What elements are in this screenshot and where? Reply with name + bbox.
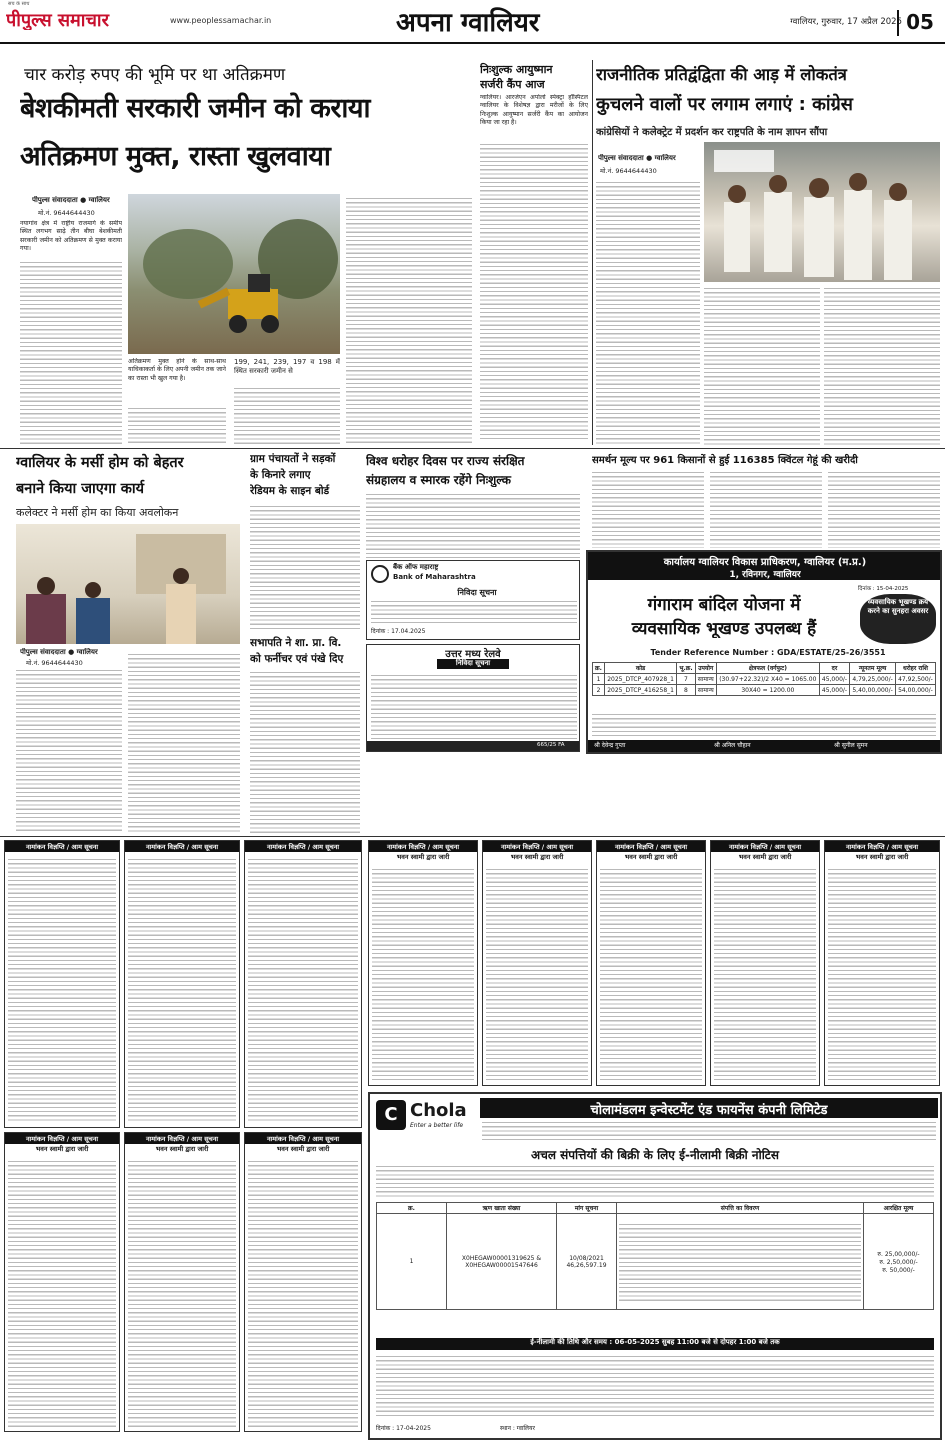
masthead (0, 0, 945, 44)
notice-7: नामांकन विज्ञप्ति / आम सूचना भवन स्वामी द्वारा जारी (368, 840, 478, 1086)
gda-headline-1: गंगाराम बांदिल योजना में (647, 595, 801, 614)
tender-title: निविदा सूचना (457, 588, 497, 597)
notice-11: नामांकन विज्ञप्ति / आम सूचना भवन स्वामी द्वारा जारी (824, 840, 940, 1086)
chola-table: क्र. ऋण खाता संख्या मांग सूचना संपत्ति का विवरण आरक्षित मूल्य 1 X0HEGAW00001319625 & X0HEGAW00001547646 10/08/2021 46,26,597.19 रु. 25,00,000/- रु. 2,50,000/- रु. 50,000/- (376, 1202, 934, 1310)
notice-1: नामांकन विज्ञप्ति / आम सूचना (4, 840, 120, 1128)
chola-company: चोलामंडलम इन्वेस्टमेंट एंड फायनेंस कंपनी लिमिटेड (590, 1103, 828, 1116)
col-3 (824, 286, 940, 445)
story-radium-boards (250, 452, 360, 632)
gda-headline-2: व्यवसायिक भूखण्ड उपलब्ध हैं (631, 619, 817, 638)
chola-brand: Chola (410, 1100, 467, 1120)
tender-ref: Tender Reference Number : GDA/ESTATE/25-26/3551 (650, 648, 886, 657)
bulldozer-scene (128, 194, 340, 354)
story-congress (596, 62, 942, 445)
headline-1: विश्व धरोहर दिवस पर राज्य संरक्षित (366, 454, 525, 468)
story-wheat (592, 452, 942, 548)
notice-8: नामांकन विज्ञप्ति / आम सूचना भवन स्वामी द्वारा जारी (482, 840, 592, 1086)
notice-3: नामांकन विज्ञप्ति / आम सूचना (244, 840, 362, 1128)
date: दिनांक : 17.04.2025 (371, 628, 426, 635)
phone: मो.नं. 9644644430 (600, 167, 657, 175)
bank-name: बैंक ऑफ महाराष्ट्र (393, 563, 439, 571)
story-mercy-home (16, 452, 242, 834)
gda-title: कार्यालय ग्वालियर विकास प्राधिकरण, ग्वालियर (म.प्र.) (663, 557, 867, 567)
body (250, 504, 360, 632)
headline-2: के किनारे लगाए (250, 469, 311, 481)
inspection-scene (16, 524, 240, 644)
headline-2: को फर्नीचर एवं पंखे दिए (250, 653, 344, 665)
website: www.peoplessamachar.in (170, 16, 272, 25)
plot-row: 1 2025_DTCP_407928_1 7 सामान्य (30.97+22.32)/2 X40 = 1065.00 45,000/- 4,79,25,000/- 47,92,500/- (593, 674, 936, 685)
bank-name-en: Bank of Maharashtra (393, 573, 476, 581)
headline-1: ग्वालियर के मर्सी होम को बेहतर (16, 455, 184, 471)
headline-2: कुचलने वालों पर लगाम लगाएं : कांग्रेस (596, 94, 853, 115)
headline: समर्थन मूल्य पर 961 किसानों से हुई 116385 क्विंटल गेहूं की खरीदी (592, 455, 858, 466)
gda-date: दिनांक : 15-04-2025 (858, 586, 909, 592)
rail-sub: निविदा सूचना (437, 659, 509, 669)
plot-table: क्र. कोड भू.क्र. उपयोग क्षेत्रफल (वर्गफुट) दर न्यूनतम मूल्य धरोहर राशि 1 2025_DTCP_407928_1 7 सामान्य (30.97+22.32)/2 X40 = 1065.00 45,000/- 4,79,25,000/- 47,92,500/- 2 2025_DTCP_416258_1 8 सामान्य 30X40 = 1200.00 45,000/- 5,40,00,000/- 54,00,000/- (592, 662, 936, 696)
gda-body (592, 712, 936, 736)
body (366, 492, 580, 558)
bank-logo-icon (371, 565, 389, 583)
chola-date: दिनांक : 17-04-2025 (376, 1425, 431, 1432)
auction-line: ई-नीलामी की तिथि और समय : 06-05-2025 सुबह 11:00 बजे से दोपहर 1:00 बजे तक (376, 1338, 934, 1350)
col-1 (20, 260, 122, 445)
officer-2: श्री अनिल चौहान (714, 742, 751, 749)
plot-row: 2 2025_DTCP_416258_1 8 सामान्य 30X40 = 1200.00 45,000/- 5,40,00,000/- 54,00,000/- (593, 685, 936, 696)
story-encroachment (16, 60, 474, 445)
col-1 (592, 470, 704, 548)
section-title: अपना ग्वालियर (396, 8, 540, 38)
phone: मो.नं. 9644644430 (38, 209, 95, 217)
headline-2: सर्जरी कैंप आज (480, 78, 545, 91)
rail-code: 665/25 FA (537, 742, 565, 748)
col-4 (346, 196, 472, 445)
page-number: 05 (897, 10, 941, 36)
headline-2: अतिक्रमण मुक्त, रास्ता खुलवाया (20, 141, 331, 172)
chola-address (482, 1120, 936, 1142)
chola-auction-ad (368, 1092, 942, 1440)
chola-place: स्थान : ग्वालियर (500, 1425, 535, 1432)
col-2 (128, 652, 240, 834)
body (371, 673, 577, 739)
gda-plot-ad (586, 550, 942, 754)
chola-notice-title: अचल संपत्तियों की बिक्री के लिए ई-नीलामी बिक्री नोटिस (531, 1148, 779, 1162)
photo-bulldozer (128, 194, 340, 354)
notice-row-right (368, 840, 942, 1088)
officer-1: श्री देवेन्द्र गुप्ता (594, 742, 626, 749)
phone: मो.नं. 9644644430 (26, 659, 83, 667)
headline-1: निःशुल्क आयुष्मान (480, 63, 553, 76)
notice-9: नामांकन विज्ञप्ति / आम सूचना भवन स्वामी द्वारा जारी (596, 840, 706, 1086)
paper-logo: पीपुल्स समाचार (6, 10, 109, 30)
col-2 (710, 470, 822, 548)
byline: पीपुल्स संवाददाता ● ग्वालियर (32, 196, 110, 204)
story-surgery-camp (480, 62, 588, 445)
col-2 (128, 406, 226, 445)
col-1 (16, 668, 122, 834)
chola-terms (376, 1354, 934, 1418)
bank-tender-ad (366, 560, 580, 640)
lead-text: नयागांव क्षेत्र में राष्ट्रीय राजमार्ग के समीप स्थित लगभग साढ़े तीन बीघा बेशकीमती सरकारी जमीन को अतिक्रमण से मुक्त कराया गया। (20, 220, 122, 252)
headline-2: बनाने किया जाएगा कार्य (16, 481, 145, 497)
lead: ग्वालियर। आरजेएन अपोलो स्पेक्ट्रा हॉस्पिटल ग्वालियर के विशेषज्ञ द्वारा मरीजों के लिए निःशुल्क आयुष्मान सर्जरी कैंप का आयोजन किया जा रहा है। (480, 94, 588, 126)
gda-address: 1, रविनगर, ग्वालियर (729, 570, 801, 579)
chola-logo-icon: C (376, 1100, 406, 1130)
notice-5: नामांकन विज्ञप्ति / आम सूचना भवन स्वामी द्वारा जारी (124, 1132, 240, 1432)
subhead: कलेक्टर ने मर्सी होम का किया अवलोकन (16, 506, 179, 519)
headline-2: संग्रहालय व स्मारक रहेंगे निःशुल्क (366, 473, 511, 487)
photo-protest (704, 142, 940, 282)
dateline: ग्वालियर, गुरुवार, 17 अप्रैल 2025 (790, 17, 902, 27)
byline: पीपुल्स संवाददाता ● ग्वालियर (598, 154, 676, 162)
survey-text: 199, 241, 239, 197 व 198 में स्थित सरकारी जमीन से (234, 358, 340, 375)
chola-tag: Enter a better life (410, 1122, 464, 1129)
officer-3: श्री सुनील सुमन (834, 742, 868, 749)
story-furniture (250, 636, 360, 834)
story-heritage-day (366, 452, 580, 558)
subhead: कांग्रेसियों ने कलेक्ट्रेट में प्रदर्शन कर राष्ट्रपति के नाम ज्ञापन सौंपा (596, 127, 828, 138)
headline-1: सभापति ने शा. प्रा. वि. (250, 637, 342, 649)
headline-1: ग्राम पंचायतों ने सड़कों (250, 453, 336, 465)
photo-caption: अतिक्रमण मुक्त होने के साथ-साथ याचिकाकर्ता के लिए अपनी जमीन तक जाने का रास्ता भी खुल गया है। (128, 358, 226, 382)
byline: पीपुल्स संवाददाता ● ग्वालियर (20, 648, 98, 656)
notice-2: नामांकन विज्ञप्ति / आम सूचना (124, 840, 240, 1128)
body (371, 599, 577, 623)
col-2 (704, 286, 820, 445)
rail-title: उत्तर मध्य रेलवे (445, 649, 501, 658)
gda-badge: व्यवसायिक भूखण्ड क्रय करने का सुनहरा अवसर (860, 594, 936, 644)
notice-6: नामांकन विज्ञप्ति / आम सूचना भवन स्वामी द्वारा जारी (244, 1132, 362, 1432)
notice-4: नामांकन विज्ञप्ति / आम सूचना भवन स्वामी द्वारा जारी (4, 1132, 120, 1432)
paper-tagline: सच के साथ (8, 1, 30, 7)
chola-intro (376, 1164, 934, 1198)
body (250, 670, 360, 834)
crowd-scene (704, 142, 940, 282)
kicker: चार करोड़ रुपए की भूमि पर था अतिक्रमण (24, 65, 286, 84)
col-3 (828, 470, 940, 548)
headline-3: रेडियम के साइन बोर्ड (250, 485, 330, 497)
col-3 (234, 386, 340, 445)
notice-10: नामांकन विज्ञप्ति / आम सूचना भवन स्वामी द्वारा जारी (710, 840, 820, 1086)
notice-grid-left (4, 840, 364, 1440)
col-1 (596, 180, 700, 445)
headline-1: बेशकीमती सरकारी जमीन को कराया (20, 93, 371, 124)
railway-tender-ad (366, 644, 580, 752)
headline-1: राजनीतिक प्रतिद्वंद्विता की आड़ में लोकतंत्र (596, 65, 847, 84)
photo-mercy-home (16, 524, 240, 644)
body (480, 142, 588, 442)
